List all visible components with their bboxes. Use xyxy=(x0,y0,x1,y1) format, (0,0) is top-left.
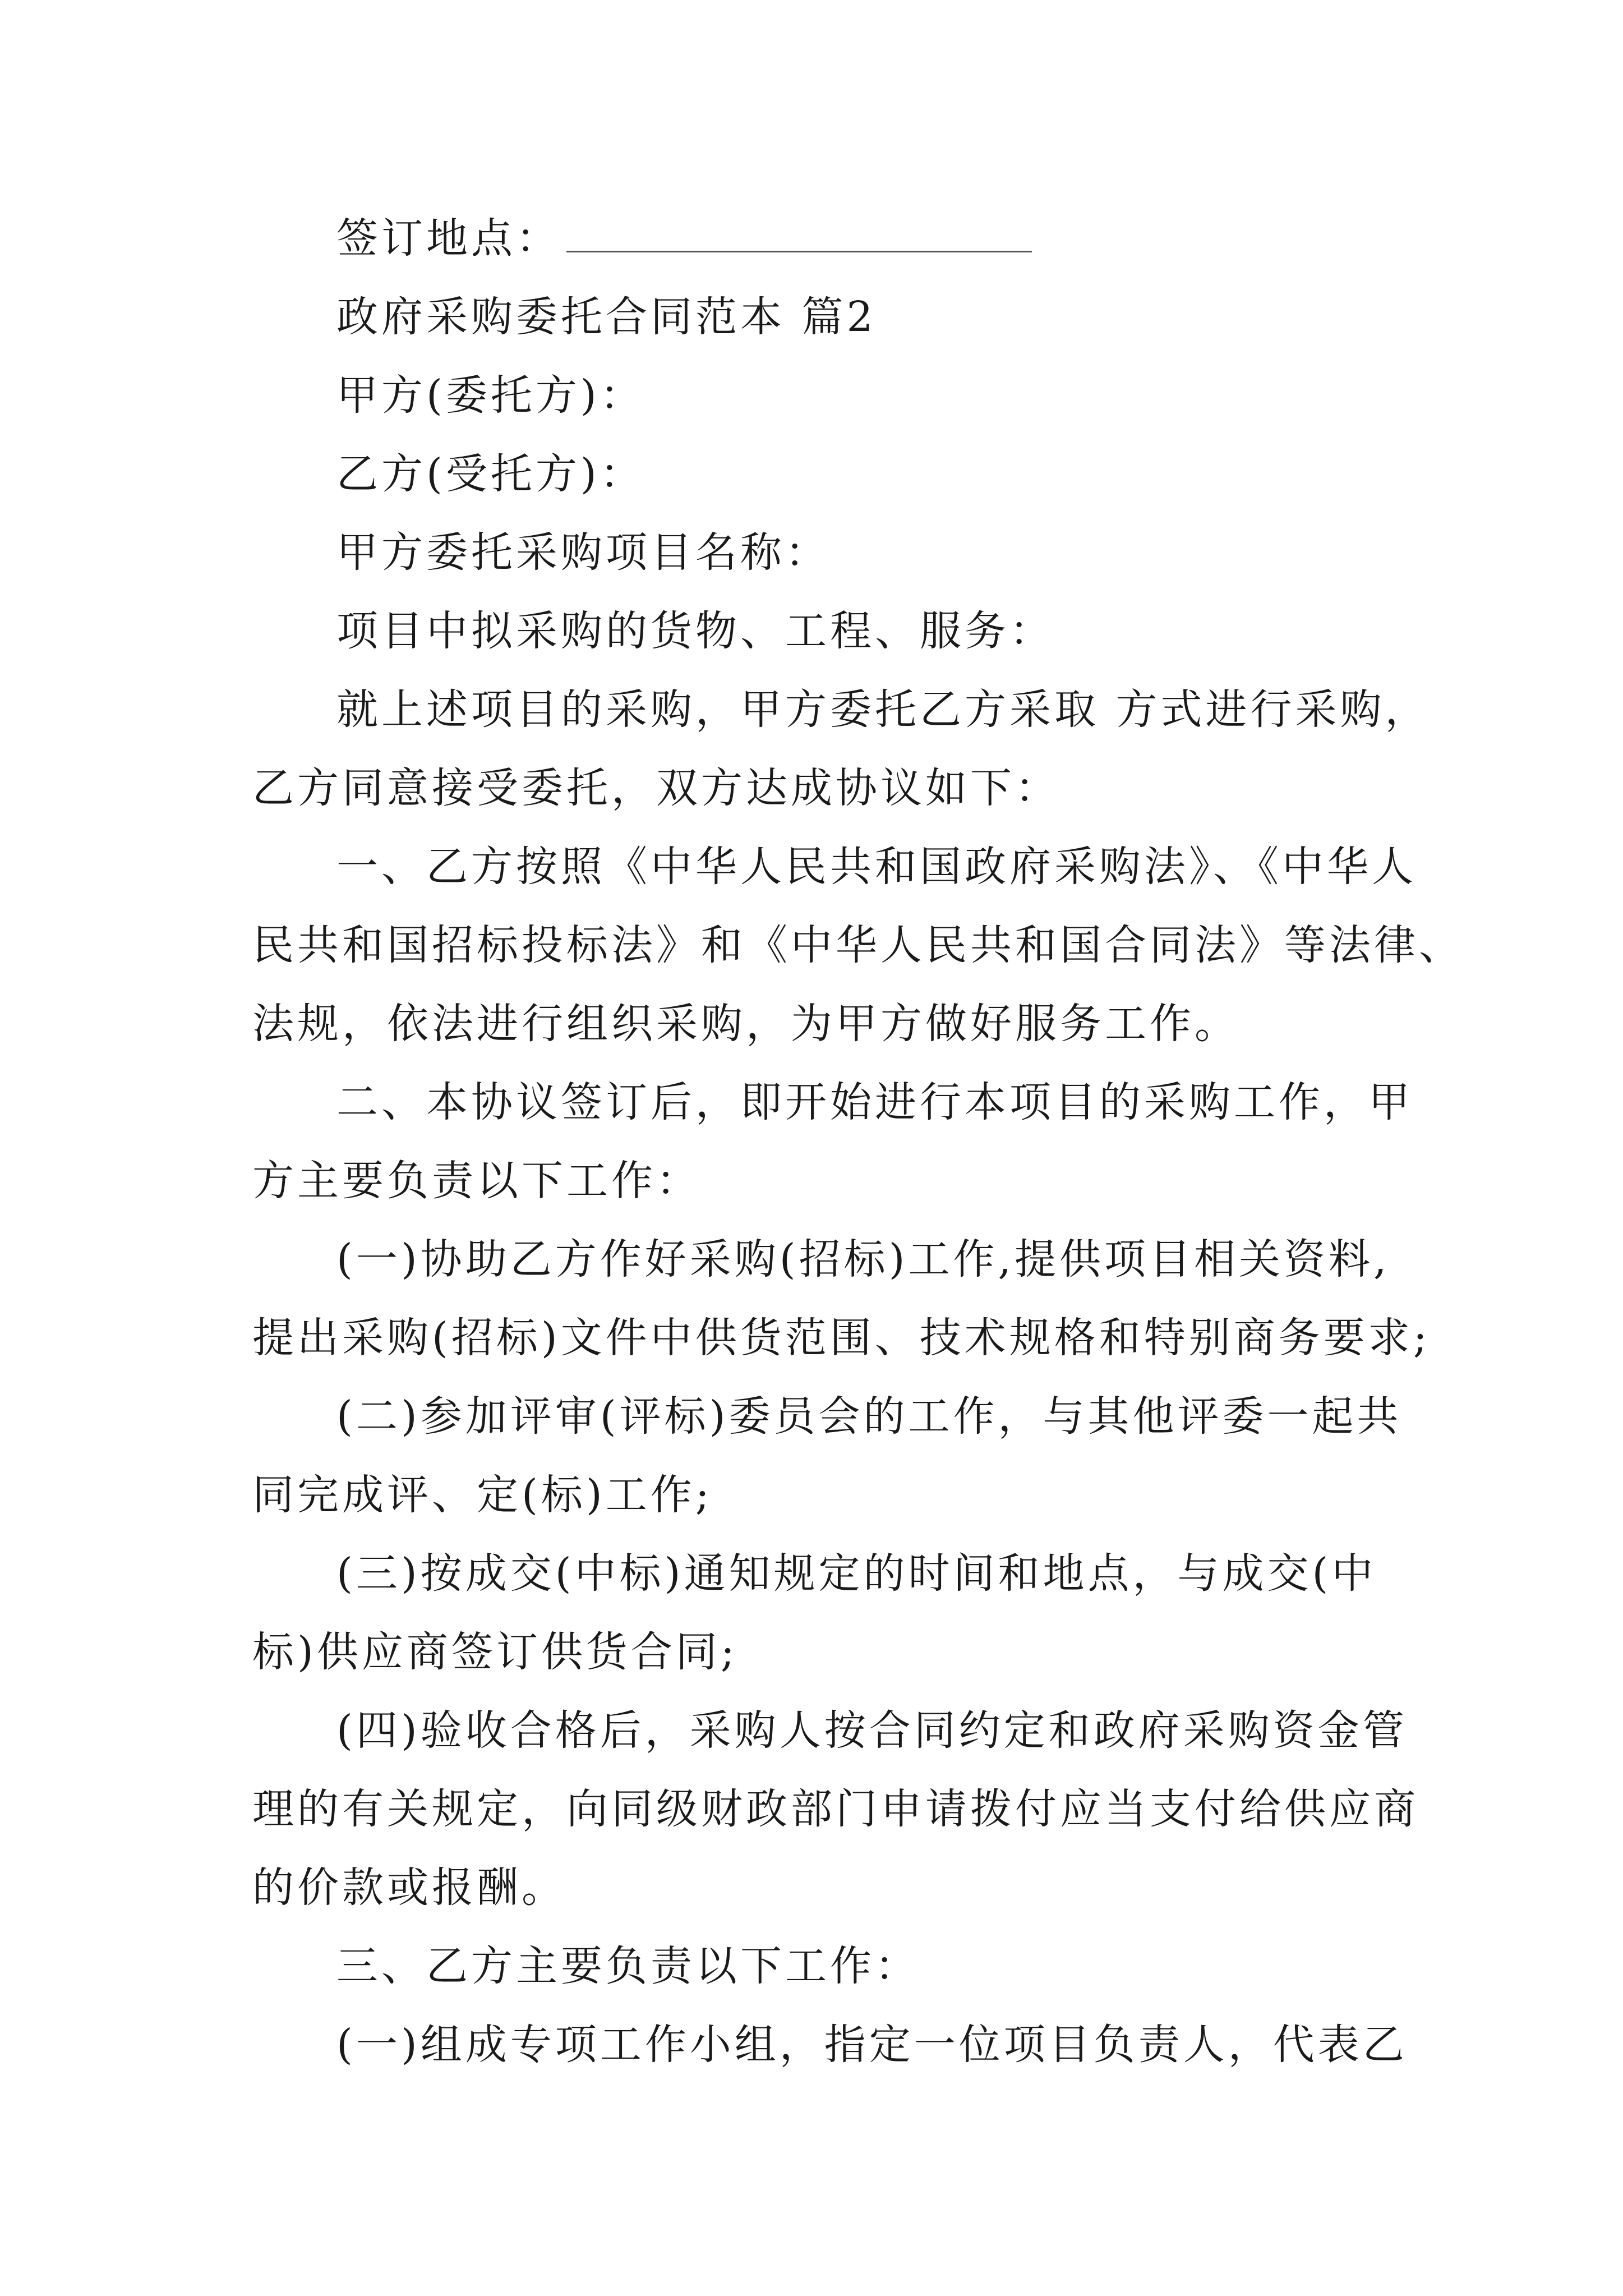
paragraph-line: 提出采购(招标)文件中供货范围、技术规格和特别商务要求; xyxy=(252,1314,1431,1362)
signing-location-label: 签订地点： xyxy=(336,214,561,263)
paragraph-line: (一)组成专项工作小组，指定一位项目负责人，代表乙 xyxy=(336,2021,1408,2069)
signing-location-line xyxy=(336,210,1402,266)
paragraph-line: 就上述项目的采购，甲方委托乙方采取 方式进行采购， xyxy=(336,685,1430,734)
paragraph-line: 方主要负责以下工作： xyxy=(252,1157,701,1205)
party-a-line: 甲方(委托方)： xyxy=(336,371,645,420)
contract-title: 政府采购委托合同范本 篇2 xyxy=(336,293,877,341)
paragraph-line: 乙方同意接受委托，双方达成协议如下： xyxy=(252,764,1060,812)
paragraph-line: 理的有关规定，向同级财政部门申请拨付应当支付给供应商 xyxy=(252,1785,1419,1833)
project-name-line: 甲方委托采购项目名称： xyxy=(336,528,830,577)
paragraph-line: 民共和国招标投标法》和《中华人民共和国合同法》等法律、 xyxy=(252,921,1464,969)
paragraph-line: 的价款或报酬。 xyxy=(252,1864,566,1912)
paragraph-line: (四)验收合格后，采购人按合同约定和政府采购资金管 xyxy=(336,1706,1408,1755)
paragraph-line: 一、乙方按照《中华人民共和国政府采购法》、《中华人 xyxy=(336,843,1417,891)
goods-services-line: 项目中拟采购的货物、工程、服务： xyxy=(336,607,1054,655)
paragraph-line: (二)参加评审(评标)委员会的工作，与其他评委一起共 xyxy=(336,1392,1402,1441)
paragraph-line: 法规，依法进行组织采购，为甲方做好服务工作。 xyxy=(252,1000,1239,1048)
paragraph-line: (一)协助乙方作好采购(招标)工作,提供项目相关资料, xyxy=(336,1235,1390,1283)
signing-location-blank xyxy=(566,217,1032,252)
paragraph-line: 标)供应商签订供货合同; xyxy=(252,1628,738,1676)
paragraph-line: 三、乙方主要负责以下工作： xyxy=(336,1942,920,1990)
paragraph-line: (三)按成交(中标)通知规定的时间和地点，与成交(中 xyxy=(336,1549,1377,1598)
party-b-line: 乙方(受托方)： xyxy=(336,450,645,498)
paragraph-line: 二、本协议签订后，即开始进行本项目的采购工作，甲 xyxy=(336,1078,1413,1126)
paragraph-line: 同完成评、定(标)工作; xyxy=(252,1471,713,1519)
